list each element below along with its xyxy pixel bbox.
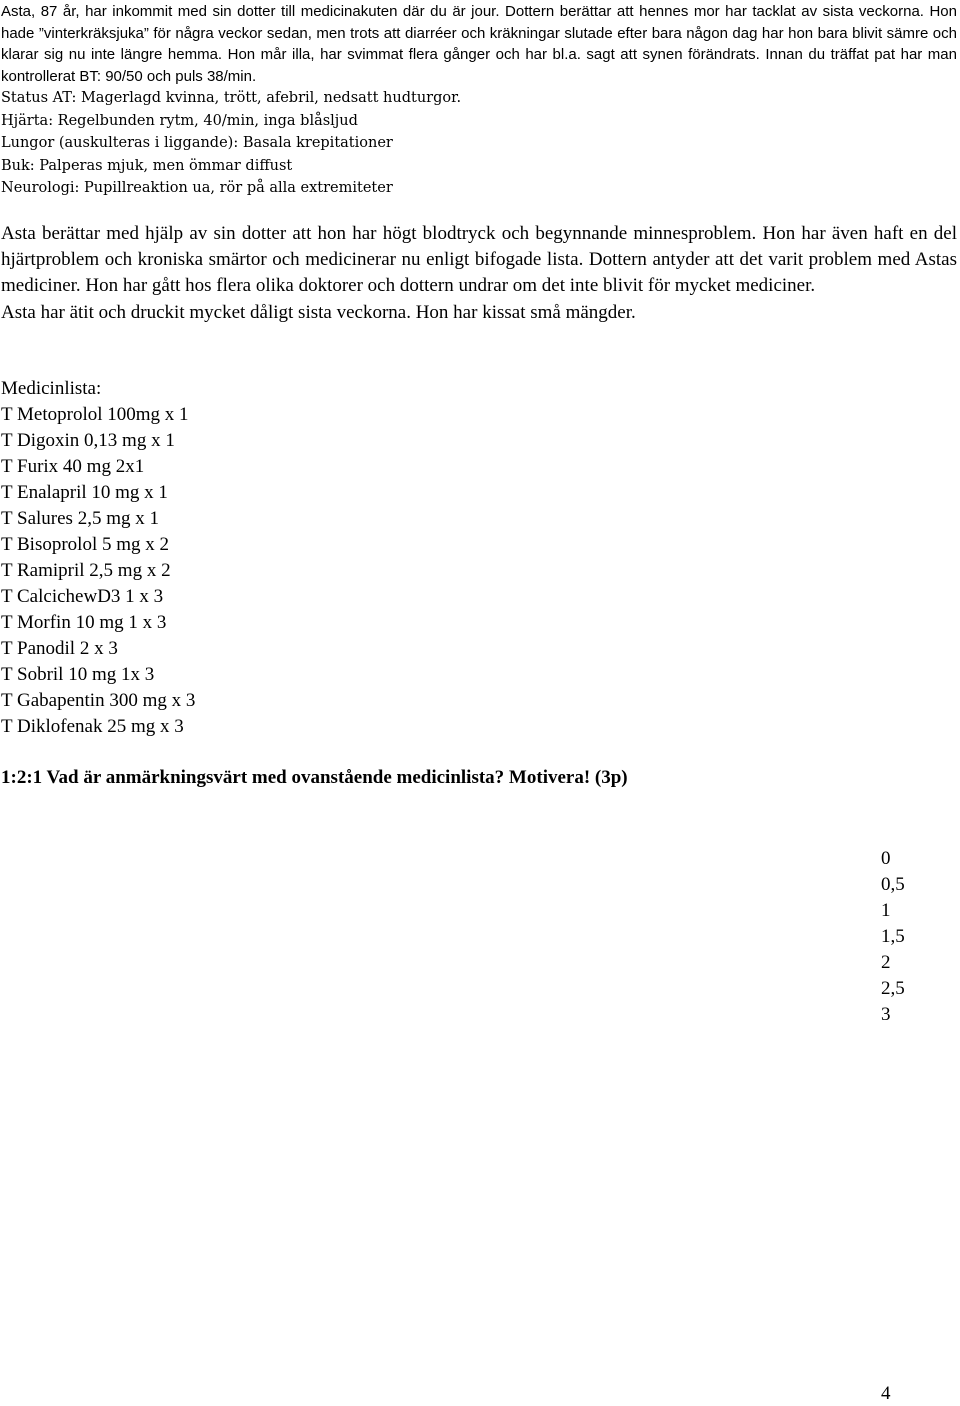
medication-list-heading: Medicinlista:	[1, 378, 102, 399]
medication-item: T Salures 2,5 mg x 1	[1, 508, 159, 529]
score-option: 0	[881, 848, 891, 869]
medication-item: T Furix 40 mg 2x1	[1, 456, 145, 477]
case-intro-text: Asta, 87 år, har inkommit med sin dotter till medicinakuten där du är jour. Dottern berättar att hennes mor har tacklat av sista veckorna. Hon hade ”vinterkräksjuka” för några veckor sedan, men trots att diarréer och kräkningar slutade efter bara någon dag har hon bara blivit sämre och klarar sig nu inte längre hemma. Hon mår illa, har svimmat flera gånger och har bl.a. sagt att synen förändrats. Innan du träffat pat har man kontrollerat BT: 90/50 och puls 38/min.	[1, 3, 957, 86]
finding-abdomen: Buk: Palperas mjuk, men ömmar diffust	[1, 157, 293, 174]
history-paragraph: Asta har ätit och druckit mycket dåligt sista veckorna. Hon har kissat små mängder.	[1, 301, 636, 323]
finding-lungs: Lungor (auskulteras i liggande): Basala krepitationer	[1, 135, 393, 151]
score-option: 1	[881, 900, 891, 921]
score-option: 0,5	[881, 874, 905, 895]
medication-item: T Gabapentin 300 mg x 3	[1, 690, 196, 711]
medication-item: T Panodil 2 x 3	[1, 638, 118, 659]
score-option: 2	[881, 952, 891, 973]
score-option: 3	[881, 1004, 891, 1025]
medication-item: T Metoprolol 100mg x 1	[1, 404, 189, 425]
clinical-findings	[1, 87, 957, 200]
page-number: 4	[881, 1383, 891, 1404]
finding-heart: Hjärta: Regelbunden rytm, 40/min, inga blåsljud	[1, 112, 358, 129]
score-scale	[881, 846, 905, 1028]
score-option: 2,5	[881, 978, 905, 999]
medication-item: T Ramipril 2,5 mg x 2	[1, 560, 171, 581]
medication-item: T Bisoprolol 5 mg x 2	[1, 534, 170, 555]
medication-item: T Enalapril 10 mg x 1	[1, 482, 168, 503]
score-option: 1,5	[881, 926, 905, 947]
medication-item: T CalcichewD3 1 x 3	[1, 586, 164, 607]
medication-item: T Digoxin 0,13 mg x 1	[1, 430, 175, 451]
medication-list	[1, 376, 601, 740]
case-description	[1, 1, 957, 88]
medication-item: T Morfin 10 mg 1 x 3	[1, 612, 167, 633]
medication-item: T Diklofenak 25 mg x 3	[1, 716, 184, 737]
history-paragraph: Asta berättar med hjälp av sin dotter att hon har högt blodtryck och begynnande minnesproblem. Hon har även haft en del hjärtproblem och kroniska smärtor och medicinerar nu enligt bifogade lista. Dottern antyder att det varit problem med Astas mediciner. Hon har gått hos flera olika doktorer och dottern undrar om det inte blivit för mycket mediciner.	[1, 223, 957, 297]
finding-neurology: Neurologi: Pupillreaktion ua, rör på alla extremiteter	[1, 180, 393, 196]
exam-question: 1:2:1 Vad är anmärkningsvärt med ovanstående medicinlista? Motivera! (3p)	[1, 767, 628, 788]
medication-item: T Sobril 10 mg 1x 3	[1, 664, 155, 685]
finding-status: Status AT: Magerlagd kvinna, trött, afebril, nedsatt hudturgor.	[1, 90, 462, 106]
patient-history	[1, 221, 957, 326]
